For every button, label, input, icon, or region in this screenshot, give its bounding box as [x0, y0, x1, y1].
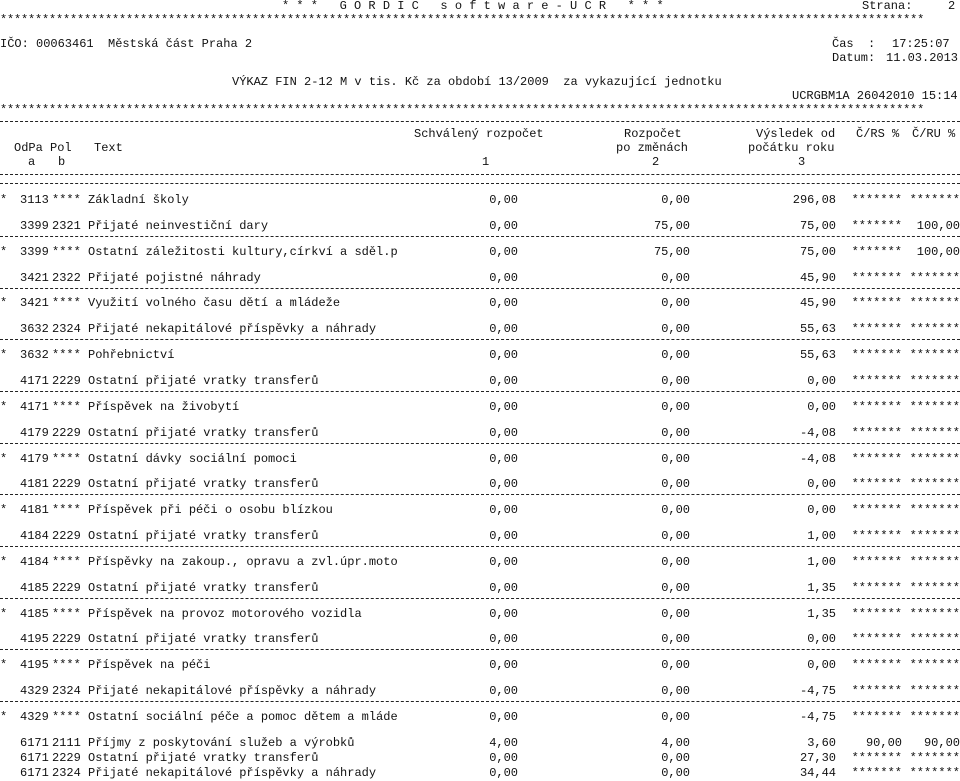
row-odpa: 4184 [20, 529, 49, 544]
row-text: Ostatní záležitosti kultury,církví a sděl.p [88, 244, 398, 259]
row-rs-percent: ******* [851, 270, 902, 285]
row-odpa: 4195 [20, 658, 49, 673]
row-rs-percent: ******* [851, 425, 902, 440]
row-text: Přijaté nekapitálové příspěvky a náhrady [88, 684, 377, 699]
row-odpa: 4329 [20, 684, 49, 699]
row-pol: 2229 [52, 750, 81, 765]
dashed-rule [0, 701, 960, 702]
table-row [0, 427, 960, 441]
row-approved-budget: 0,00 [489, 296, 518, 311]
row-text: Ostatní přijaté vratky transferů [88, 750, 319, 765]
row-odpa: 6171 [20, 765, 49, 780]
row-text: Příspěvek na provoz motorového vozidla [88, 606, 362, 621]
col-budget: Rozpočet [624, 127, 682, 141]
row-budget: 0,00 [661, 606, 690, 621]
row-result: 45,90 [799, 270, 836, 285]
row-ru-percent: ******* [909, 658, 960, 673]
row-rs-percent: ******* [851, 477, 902, 492]
row-approved-budget: 0,00 [489, 399, 518, 414]
row-budget: 0,00 [661, 684, 690, 699]
row-budget: 0,00 [661, 425, 690, 440]
row-mark: * [0, 710, 8, 724]
row-budget: 0,00 [661, 632, 690, 647]
table-row-subtotal [0, 659, 960, 673]
row-odpa: 6171 [20, 750, 49, 765]
row-pol: 2324 [52, 684, 81, 699]
row-odpa: 4185 [20, 580, 49, 595]
table-row-subtotal [0, 556, 960, 570]
row-pol: **** [52, 296, 81, 311]
row-approved-budget: 0,00 [489, 218, 518, 233]
col-1: 1 [482, 155, 490, 169]
row-budget: 0,00 [661, 529, 690, 544]
row-odpa: 4195 [20, 632, 49, 647]
row-rs-percent: ******* [851, 658, 902, 673]
row-ru-percent: ******* [909, 580, 960, 595]
row-odpa: 3113 [20, 193, 49, 207]
organization-id: IČO: 00063461 Městská část Praha 2 [0, 37, 253, 51]
row-rs-percent: ******* [851, 684, 902, 699]
row-pol: **** [52, 554, 81, 569]
col-odpa: OdPa [14, 141, 43, 155]
row-ru-percent: ******* [909, 296, 960, 311]
table-row [0, 220, 960, 234]
row-approved-budget: 0,00 [489, 765, 518, 780]
row-odpa: 3421 [20, 296, 49, 311]
row-text: Přijaté pojistné náhrady [88, 270, 261, 285]
table-row-subtotal [0, 297, 960, 311]
row-budget: 0,00 [661, 658, 690, 673]
table-row [0, 375, 960, 389]
row-ru-percent: ******* [909, 477, 960, 492]
row-odpa: 4171 [20, 399, 49, 414]
row-approved-budget: 0,00 [489, 632, 518, 647]
dashed-rule [0, 288, 960, 289]
col-ru-percent: Č/RU % [912, 127, 956, 141]
table-row [0, 737, 960, 751]
table-row-subtotal [0, 349, 960, 363]
row-approved-budget: 0,00 [489, 425, 518, 440]
row-approved-budget: 0,00 [489, 270, 518, 285]
table-row-subtotal [0, 504, 960, 518]
row-result: 1,35 [807, 580, 836, 595]
row-ru-percent: ******* [909, 322, 960, 337]
row-result: 0,00 [807, 632, 836, 647]
table-row [0, 272, 960, 286]
row-pol: 2322 [52, 270, 81, 285]
row-pol: 2321 [52, 218, 81, 233]
row-ru-percent: ******* [909, 425, 960, 440]
row-pol: 2324 [52, 765, 81, 780]
table-row [0, 323, 960, 337]
row-approved-budget: 0,00 [489, 658, 518, 673]
row-odpa: 4171 [20, 373, 49, 388]
row-rs-percent: ******* [851, 193, 902, 207]
row-ru-percent: ******* [909, 193, 960, 207]
row-result: 0,00 [807, 399, 836, 414]
row-approved-budget: 0,00 [489, 606, 518, 621]
col-pol: Pol [50, 141, 72, 155]
row-odpa: 3399 [20, 244, 49, 259]
row-result: -4,75 [799, 684, 836, 699]
row-budget: 0,00 [661, 399, 690, 414]
row-rs-percent: ******* [851, 503, 902, 518]
col-rs-percent: Č/RS % [856, 127, 900, 141]
table-row-subtotal [0, 401, 960, 415]
row-result: 55,63 [799, 322, 836, 337]
dashed-rule [0, 598, 960, 599]
row-approved-budget: 0,00 [489, 322, 518, 337]
row-pol: 2229 [52, 580, 81, 595]
page-number: 2 [948, 0, 956, 13]
row-mark: * [0, 399, 8, 414]
row-rs-percent: ******* [851, 373, 902, 388]
col-2: 2 [652, 155, 660, 169]
row-rs-percent: ******* [851, 322, 902, 337]
row-budget: 0,00 [661, 750, 690, 765]
row-approved-budget: 0,00 [489, 684, 518, 699]
dashed-rule [0, 443, 960, 444]
row-pol: 2229 [52, 425, 81, 440]
row-ru-percent: ******* [909, 503, 960, 518]
table-row-subtotal [0, 711, 960, 725]
row-text: Přijaté neinvestiční dary [88, 218, 269, 233]
col-a: a [28, 155, 36, 169]
row-text: Základní školy [88, 193, 189, 207]
dashed-rule [0, 236, 960, 237]
row-odpa: 3632 [20, 322, 49, 337]
table-row-subtotal [0, 246, 960, 260]
date-label: Datum: [832, 51, 876, 65]
star-separator: ************************************************************************************************************************************ [0, 14, 925, 22]
row-approved-budget: 0,00 [489, 554, 518, 569]
row-budget: 75,00 [653, 244, 690, 259]
col-approved-budget: Schválený rozpočet [414, 127, 544, 141]
row-pol: **** [52, 451, 81, 466]
row-text: Ostatní přijaté vratky transferů [88, 477, 319, 492]
time-value: 17:25:07 [892, 37, 950, 51]
row-rs-percent: ******* [851, 348, 902, 363]
row-pol: **** [52, 503, 81, 518]
row-ru-percent: ******* [909, 373, 960, 388]
row-result: 296,08 [792, 193, 836, 207]
row-text: Ostatní přijaté vratky transferů [88, 632, 319, 647]
dashed-rule [0, 494, 960, 495]
row-pol: **** [52, 193, 81, 207]
row-odpa: 4179 [20, 451, 49, 466]
table-row [0, 633, 960, 647]
row-text: Ostatní přijaté vratky transferů [88, 580, 319, 595]
row-ru-percent: ******* [909, 348, 960, 363]
row-mark: * [0, 606, 8, 621]
table-row [0, 685, 960, 699]
row-result: -4,08 [799, 425, 836, 440]
row-approved-budget: 0,00 [489, 373, 518, 388]
row-budget: 0,00 [661, 765, 690, 780]
row-ru-percent: ******* [909, 270, 960, 285]
row-pol: **** [52, 399, 81, 414]
row-text: Přijaté nekapitálové příspěvky a náhrady [88, 322, 377, 337]
row-rs-percent: ******* [851, 296, 902, 311]
row-ru-percent: 90,00 [923, 735, 960, 750]
row-approved-budget: 0,00 [489, 503, 518, 518]
col-b: b [58, 155, 66, 169]
col-result: Výsledek od [756, 127, 836, 141]
row-budget: 0,00 [661, 373, 690, 388]
row-text: Ostatní sociální péče a pomoc dětem a mláde [88, 710, 398, 724]
row-odpa: 4181 [20, 503, 49, 518]
row-mark: * [0, 658, 8, 673]
row-result: 1,35 [807, 606, 836, 621]
row-approved-budget: 0,00 [489, 451, 518, 466]
row-rs-percent: ******* [851, 632, 902, 647]
date-value: 11.03.2013 [886, 51, 959, 65]
row-budget: 0,00 [661, 322, 690, 337]
row-ru-percent: ******* [909, 750, 960, 765]
row-result: 27,30 [799, 750, 836, 765]
table-row [0, 582, 960, 596]
row-ru-percent: ******* [909, 451, 960, 466]
row-ru-percent: ******* [909, 710, 960, 724]
row-ru-percent: ******* [909, 399, 960, 414]
company-banner: * * * G O R D I C s o f t w a r e - U C R * * * [282, 0, 664, 13]
row-budget: 0,00 [661, 348, 690, 363]
row-text: Příspěvek při péči o osobu blízkou [88, 503, 333, 518]
row-mark: * [0, 554, 8, 569]
table-row-subtotal [0, 608, 960, 622]
row-budget: 0,00 [661, 580, 690, 595]
row-ru-percent: ******* [909, 632, 960, 647]
row-budget: 0,00 [661, 296, 690, 311]
row-pol: 2111 [52, 735, 81, 750]
row-approved-budget: 0,00 [489, 244, 518, 259]
row-result: 75,00 [799, 218, 836, 233]
row-ru-percent: ******* [909, 529, 960, 544]
row-text: Ostatní přijaté vratky transferů [88, 425, 319, 440]
row-text: Přijaté nekapitálové příspěvky a náhrady [88, 765, 377, 780]
row-pol: **** [52, 244, 81, 259]
dashed-rule [0, 391, 960, 392]
table-row [0, 752, 960, 766]
row-odpa: 3421 [20, 270, 49, 285]
row-rs-percent: ******* [851, 529, 902, 544]
table-row [0, 530, 960, 544]
row-mark: * [0, 244, 8, 259]
row-mark: * [0, 451, 8, 466]
row-text: Využití volného času dětí a mládeže [88, 296, 341, 311]
row-mark: * [0, 296, 8, 311]
row-text: Příjmy z poskytování služeb a výrobků [88, 735, 355, 750]
row-approved-budget: 0,00 [489, 529, 518, 544]
row-approved-budget: 0,00 [489, 477, 518, 492]
row-result: 55,63 [799, 348, 836, 363]
row-budget: 0,00 [661, 554, 690, 569]
row-rs-percent: ******* [851, 451, 902, 466]
row-text: Ostatní přijaté vratky transferů [88, 529, 319, 544]
row-result: 3,60 [807, 735, 836, 750]
row-budget: 0,00 [661, 193, 690, 207]
row-pol: **** [52, 348, 81, 363]
row-text: Ostatní dávky sociální pomoci [88, 451, 297, 466]
row-result: -4,08 [799, 451, 836, 466]
row-result: 34,44 [799, 765, 836, 780]
row-odpa: 4179 [20, 425, 49, 440]
row-rs-percent: ******* [851, 399, 902, 414]
row-budget: 0,00 [661, 477, 690, 492]
row-result: 1,00 [807, 554, 836, 569]
row-pol: **** [52, 710, 81, 724]
row-result: 75,00 [799, 244, 836, 259]
row-text: Ostatní přijaté vratky transferů [88, 373, 319, 388]
report-title: VÝKAZ FIN 2-12 M v tis. Kč za období 13/2009 za vykazující jednotku [232, 75, 722, 89]
row-result: -4,75 [799, 710, 836, 724]
row-pol: 2229 [52, 373, 81, 388]
row-ru-percent: ******* [909, 684, 960, 699]
row-result: 0,00 [807, 373, 836, 388]
row-rs-percent: ******* [851, 554, 902, 569]
row-pol: 2229 [52, 632, 81, 647]
row-rs-percent: ******* [851, 710, 902, 724]
row-rs-percent: ******* [851, 606, 902, 621]
row-approved-budget: 0,00 [489, 710, 518, 724]
row-odpa: 4185 [20, 606, 49, 621]
row-rs-percent: ******* [851, 765, 902, 780]
row-result: 1,00 [807, 529, 836, 544]
row-rs-percent: 90,00 [865, 735, 902, 750]
row-mark: * [0, 193, 8, 207]
row-odpa: 4184 [20, 554, 49, 569]
row-result: 0,00 [807, 658, 836, 673]
row-budget: 0,00 [661, 451, 690, 466]
row-ru-percent: ******* [909, 606, 960, 621]
row-ru-percent: ******* [909, 765, 960, 780]
row-text: Příspěvek na živobytí [88, 399, 240, 414]
table-row-subtotal [0, 453, 960, 467]
dashed-rule [0, 649, 960, 650]
table-row [0, 478, 960, 492]
row-odpa: 6171 [20, 735, 49, 750]
row-result: 0,00 [807, 477, 836, 492]
row-pol: 2229 [52, 529, 81, 544]
col-after-changes: po změnách [616, 141, 689, 155]
row-rs-percent: ******* [851, 580, 902, 595]
row-odpa: 3632 [20, 348, 49, 363]
row-pol: 2324 [52, 322, 81, 337]
row-pol: **** [52, 606, 81, 621]
row-result: 0,00 [807, 503, 836, 518]
row-budget: 0,00 [661, 710, 690, 724]
row-text: Příspěvek na péči [88, 658, 211, 673]
row-approved-budget: 0,00 [489, 193, 518, 207]
page-label: Strana: [862, 0, 913, 13]
time-label: Čas : [832, 37, 876, 51]
row-odpa: 3399 [20, 218, 49, 233]
row-budget: 0,00 [661, 503, 690, 518]
row-rs-percent: ******* [851, 244, 902, 259]
report-code: UCRGBM1A 26042010 15:14 [792, 89, 958, 103]
row-approved-budget: 4,00 [489, 735, 518, 750]
row-budget: 4,00 [661, 735, 690, 750]
row-mark: * [0, 348, 8, 363]
row-odpa: 4329 [20, 710, 49, 724]
star-separator: ************************************************************************************************************************************ [0, 104, 925, 112]
col-3: 3 [798, 155, 806, 169]
col-text: Text [94, 141, 123, 155]
row-result: 45,90 [799, 296, 836, 311]
row-ru-percent: 100,00 [916, 218, 960, 233]
row-rs-percent: ******* [851, 750, 902, 765]
row-budget: 0,00 [661, 270, 690, 285]
row-mark: * [0, 503, 8, 518]
row-budget: 75,00 [653, 218, 690, 233]
table-row [0, 767, 960, 781]
row-pol: 2229 [52, 477, 81, 492]
row-pol: **** [52, 658, 81, 673]
col-from-start: počátku roku [748, 141, 835, 155]
row-rs-percent: ******* [851, 218, 902, 233]
row-odpa: 4181 [20, 477, 49, 492]
row-approved-budget: 0,00 [489, 348, 518, 363]
dashed-rule [0, 339, 960, 340]
row-approved-budget: 0,00 [489, 580, 518, 595]
row-ru-percent: ******* [909, 554, 960, 569]
dashed-rule [0, 546, 960, 547]
row-text: Příspěvky na zakoup., opravu a zvl.úpr.moto [88, 554, 398, 569]
row-approved-budget: 0,00 [489, 750, 518, 765]
row-ru-percent: 100,00 [916, 244, 960, 259]
row-text: Pohřebnictví [88, 348, 175, 363]
table-row-subtotal [0, 194, 960, 208]
